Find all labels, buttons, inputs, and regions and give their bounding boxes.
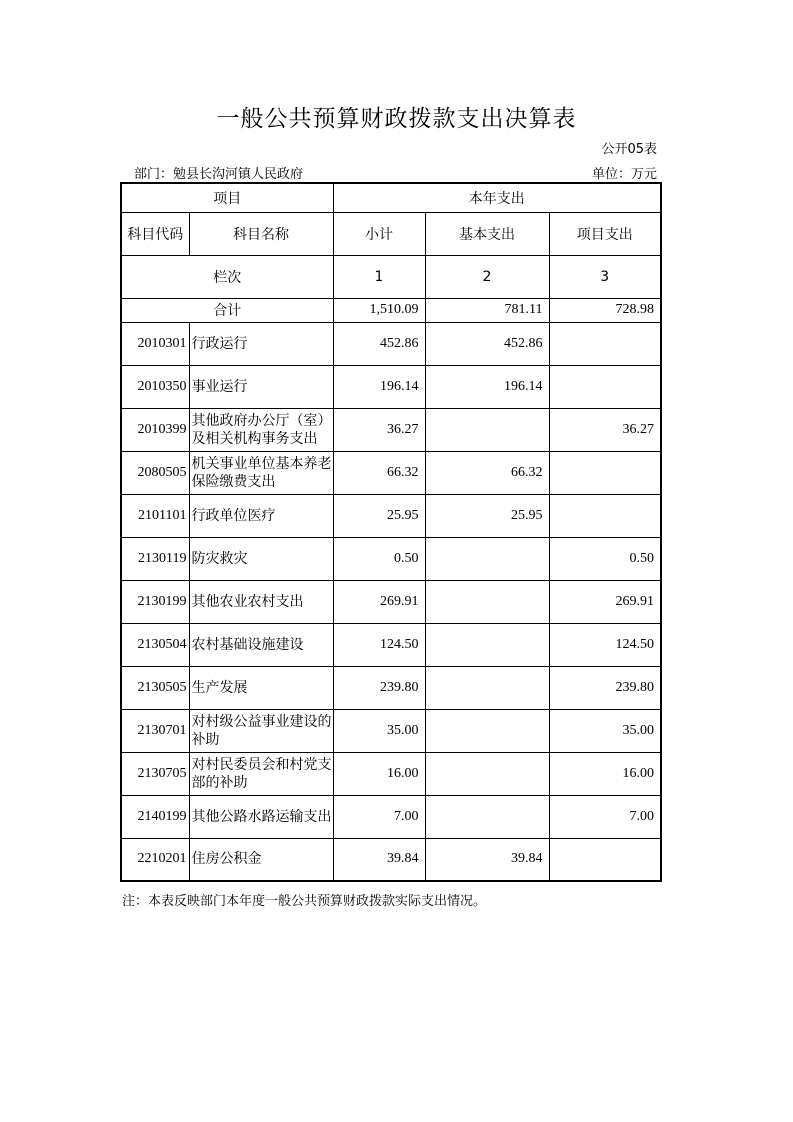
header-project: 项目支出 bbox=[549, 212, 661, 255]
row-name: 行政单位医疗 bbox=[189, 494, 333, 537]
row-code: 2080505 bbox=[121, 451, 189, 494]
row-name: 其他公路水路运输支出 bbox=[189, 795, 333, 838]
row-name: 机关事业单位基本养老保险缴费支出 bbox=[189, 451, 333, 494]
row-basic bbox=[425, 623, 549, 666]
total-project: 728.98 bbox=[549, 298, 661, 322]
row-name: 对村级公益事业建设的补助 bbox=[189, 709, 333, 752]
row-project bbox=[549, 838, 661, 881]
header-name: 科目名称 bbox=[189, 212, 333, 255]
table-row bbox=[121, 709, 661, 752]
row-basic bbox=[425, 537, 549, 580]
row-code: 2010350 bbox=[121, 365, 189, 408]
row-subtotal: 16.00 bbox=[333, 752, 425, 795]
table-row bbox=[121, 451, 661, 494]
header-subtotal: 小计 bbox=[333, 212, 425, 255]
total-row bbox=[121, 298, 661, 322]
row-name: 对村民委员会和村党支部的补助 bbox=[189, 752, 333, 795]
total-subtotal: 1,510.09 bbox=[333, 298, 425, 322]
row-code: 2101101 bbox=[121, 494, 189, 537]
table-row bbox=[121, 838, 661, 881]
row-name: 其他农业农村支出 bbox=[189, 580, 333, 623]
row-project: 124.50 bbox=[549, 623, 661, 666]
row-project: 36.27 bbox=[549, 408, 661, 451]
row-basic: 452.86 bbox=[425, 322, 549, 365]
table-row bbox=[121, 580, 661, 623]
table-row bbox=[121, 666, 661, 709]
row-code: 2010399 bbox=[121, 408, 189, 451]
row-name: 农村基础设施建设 bbox=[189, 623, 333, 666]
row-subtotal: 269.91 bbox=[333, 580, 425, 623]
row-code: 2130199 bbox=[121, 580, 189, 623]
row-project bbox=[549, 451, 661, 494]
row-subtotal: 7.00 bbox=[333, 795, 425, 838]
column-number-1: 1 bbox=[333, 255, 425, 298]
row-subtotal: 452.86 bbox=[333, 322, 425, 365]
row-project: 269.91 bbox=[549, 580, 661, 623]
column-label: 栏次 bbox=[121, 255, 333, 298]
table-row bbox=[121, 494, 661, 537]
row-project: 7.00 bbox=[549, 795, 661, 838]
header-item: 项目 bbox=[121, 183, 333, 212]
row-basic bbox=[425, 666, 549, 709]
table-row bbox=[121, 322, 661, 365]
header-current-year: 本年支出 bbox=[333, 183, 661, 212]
department-label: 部门：勉县长沟河镇人民政府 bbox=[134, 167, 304, 182]
table-row bbox=[121, 408, 661, 451]
row-code: 2130705 bbox=[121, 752, 189, 795]
row-code: 2130504 bbox=[121, 623, 189, 666]
row-code: 2010301 bbox=[121, 322, 189, 365]
row-project: 16.00 bbox=[549, 752, 661, 795]
report-title: 一般公共预算财政拨款支出决算表 bbox=[216, 106, 577, 132]
row-basic: 196.14 bbox=[425, 365, 549, 408]
row-subtotal: 239.80 bbox=[333, 666, 425, 709]
row-code: 2210201 bbox=[121, 838, 189, 881]
row-subtotal: 124.50 bbox=[333, 623, 425, 666]
footnote: 注：本表反映部门本年度一般公共预算财政拨款实际支出情况。 bbox=[122, 894, 487, 909]
column-number-row bbox=[121, 255, 661, 298]
total-basic: 781.11 bbox=[425, 298, 549, 322]
row-project: 239.80 bbox=[549, 666, 661, 709]
row-name: 其他政府办公厅（室）及相关机构事务支出 bbox=[189, 408, 333, 451]
row-project bbox=[549, 322, 661, 365]
row-code: 2130119 bbox=[121, 537, 189, 580]
row-code: 2130701 bbox=[121, 709, 189, 752]
row-subtotal: 196.14 bbox=[333, 365, 425, 408]
table-row bbox=[121, 795, 661, 838]
row-subtotal: 66.32 bbox=[333, 451, 425, 494]
row-basic bbox=[425, 795, 549, 838]
form-number: 公开05表 bbox=[601, 142, 657, 157]
row-name: 事业运行 bbox=[189, 365, 333, 408]
total-label: 合计 bbox=[121, 298, 333, 322]
row-project: 0.50 bbox=[549, 537, 661, 580]
row-project: 35.00 bbox=[549, 709, 661, 752]
header-code: 科目代码 bbox=[121, 212, 189, 255]
row-basic bbox=[425, 752, 549, 795]
row-subtotal: 39.84 bbox=[333, 838, 425, 881]
row-name: 防灾救灾 bbox=[189, 537, 333, 580]
row-basic: 66.32 bbox=[425, 451, 549, 494]
row-basic: 39.84 bbox=[425, 838, 549, 881]
row-project bbox=[549, 365, 661, 408]
column-number-3: 3 bbox=[549, 255, 661, 298]
row-subtotal: 36.27 bbox=[333, 408, 425, 451]
header-row-top bbox=[121, 183, 661, 212]
row-basic bbox=[425, 709, 549, 752]
row-subtotal: 35.00 bbox=[333, 709, 425, 752]
header-basic: 基本支出 bbox=[425, 212, 549, 255]
row-subtotal: 25.95 bbox=[333, 494, 425, 537]
table-row bbox=[121, 752, 661, 795]
row-name: 行政运行 bbox=[189, 322, 333, 365]
row-code: 2130505 bbox=[121, 666, 189, 709]
unit-label: 单位：万元 bbox=[591, 167, 657, 182]
row-basic bbox=[425, 408, 549, 451]
table-row bbox=[121, 623, 661, 666]
row-project bbox=[549, 494, 661, 537]
table-row bbox=[121, 537, 661, 580]
column-number-2: 2 bbox=[425, 255, 549, 298]
table-row bbox=[121, 365, 661, 408]
row-basic bbox=[425, 580, 549, 623]
row-name: 生产发展 bbox=[189, 666, 333, 709]
row-basic: 25.95 bbox=[425, 494, 549, 537]
row-code: 2140199 bbox=[121, 795, 189, 838]
row-subtotal: 0.50 bbox=[333, 537, 425, 580]
row-name: 住房公积金 bbox=[189, 838, 333, 881]
header-row-columns bbox=[121, 212, 661, 255]
expenditure-table bbox=[120, 182, 662, 882]
